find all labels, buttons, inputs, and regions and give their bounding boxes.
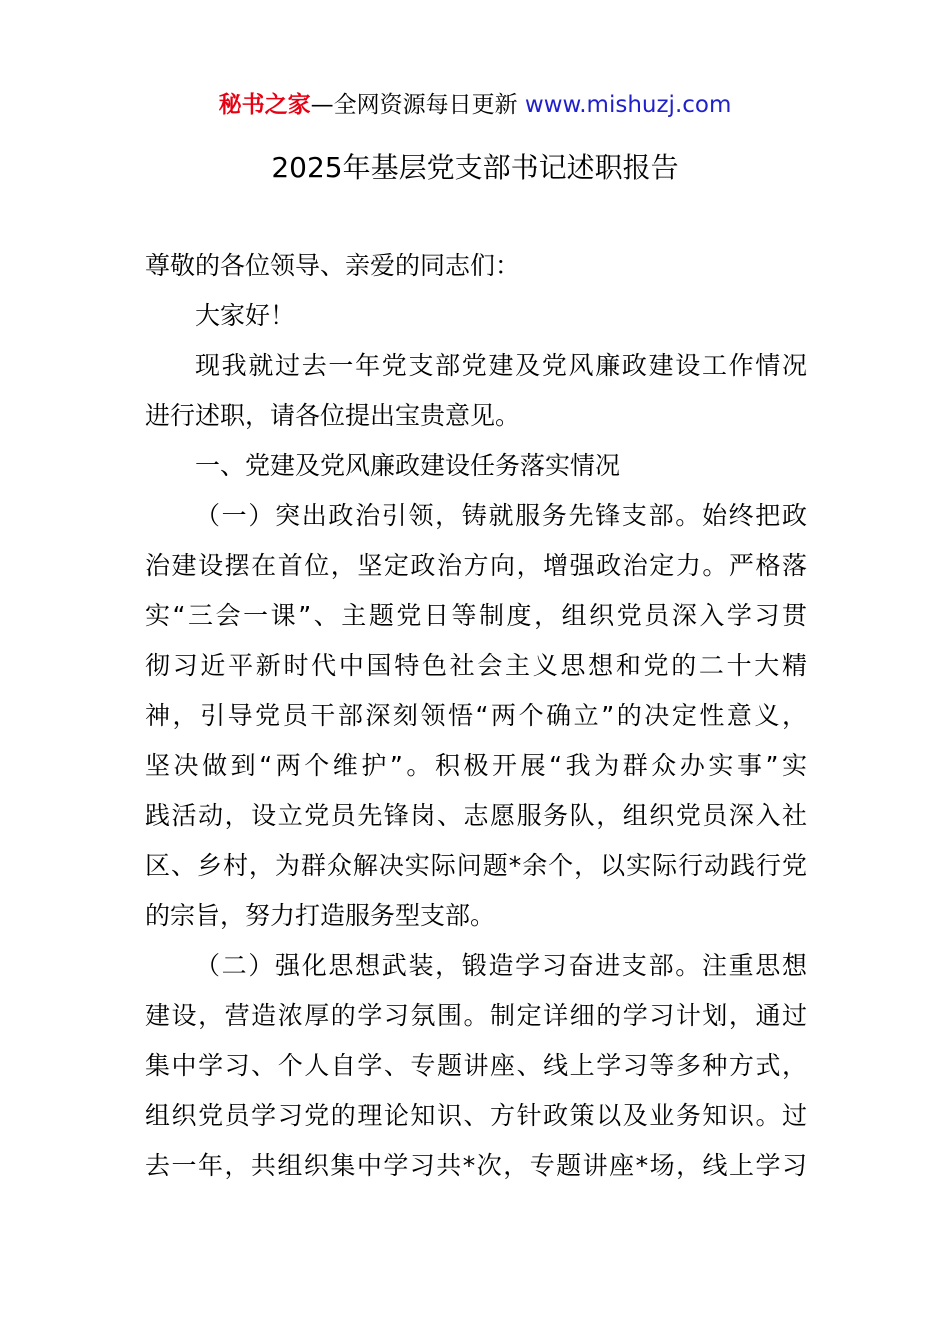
- paragraph-line: （二）强化思想武装，锻造学习奋进支部。注重思想: [195, 951, 807, 980]
- salutation: 尊敬的各位领导、亲爱的同志们：: [145, 251, 521, 280]
- header-tagline: —全网资源每日更新: [310, 92, 525, 118]
- paragraph-line: 去一年，共组织集中学习共*次，专题讲座*场，线上学习: [145, 1151, 807, 1180]
- greeting: 大家好！: [195, 301, 296, 330]
- document-title: 2025年基层党支部书记述职报告: [271, 151, 679, 184]
- paragraph-line: 的宗旨，努力打造服务型支部。: [145, 901, 496, 930]
- paragraph-line: 建设，营造浓厚的学习氛围。制定详细的学习计划，通过: [145, 1001, 807, 1030]
- paragraph-line: （一）突出政治引领，铸就服务先锋支部。始终把政: [195, 501, 807, 530]
- paragraph-line: 践活动，设立党员先锋岗、志愿服务队，组织党员深入社: [145, 801, 807, 830]
- paragraph-line: 区、乡村，为群众解决实际问题*余个，以实际行动践行党: [145, 851, 807, 880]
- section-heading: 一、党建及党风廉政建设任务落实情况: [195, 451, 621, 480]
- paragraph-line: 彻习近平新时代中国特色社会主义思想和党的二十大精: [145, 651, 807, 680]
- paragraph-line: 治建设摆在首位，坚定政治方向，增强政治定力。严格落: [145, 551, 807, 580]
- paragraph-line: 实“三会一课”、主题党日等制度，组织党员深入学习贯: [145, 601, 807, 630]
- paragraph-line: 现我就过去一年党支部党建及党风廉政建设工作情况: [195, 351, 807, 380]
- brand-name: 秘书之家: [218, 92, 311, 118]
- paragraph-line: 神，引导党员干部深刻领悟“两个确立”的决定性意义，: [145, 701, 807, 730]
- site-url-link[interactable]: www.mishuzj.com: [524, 92, 732, 118]
- paragraph-line: 集中学习、个人自学、专题讲座、线上学习等多种方式，: [145, 1051, 807, 1080]
- paragraph-line: 组织党员学习党的理论知识、方针政策以及业务知识。过: [145, 1101, 807, 1130]
- paragraph-line: 坚决做到“两个维护”。积极开展“我为群众办实事”实: [145, 751, 807, 780]
- site-header: [0, 88, 950, 122]
- paragraph-line: 进行述职，请各位提出宝贵意见。: [145, 401, 521, 430]
